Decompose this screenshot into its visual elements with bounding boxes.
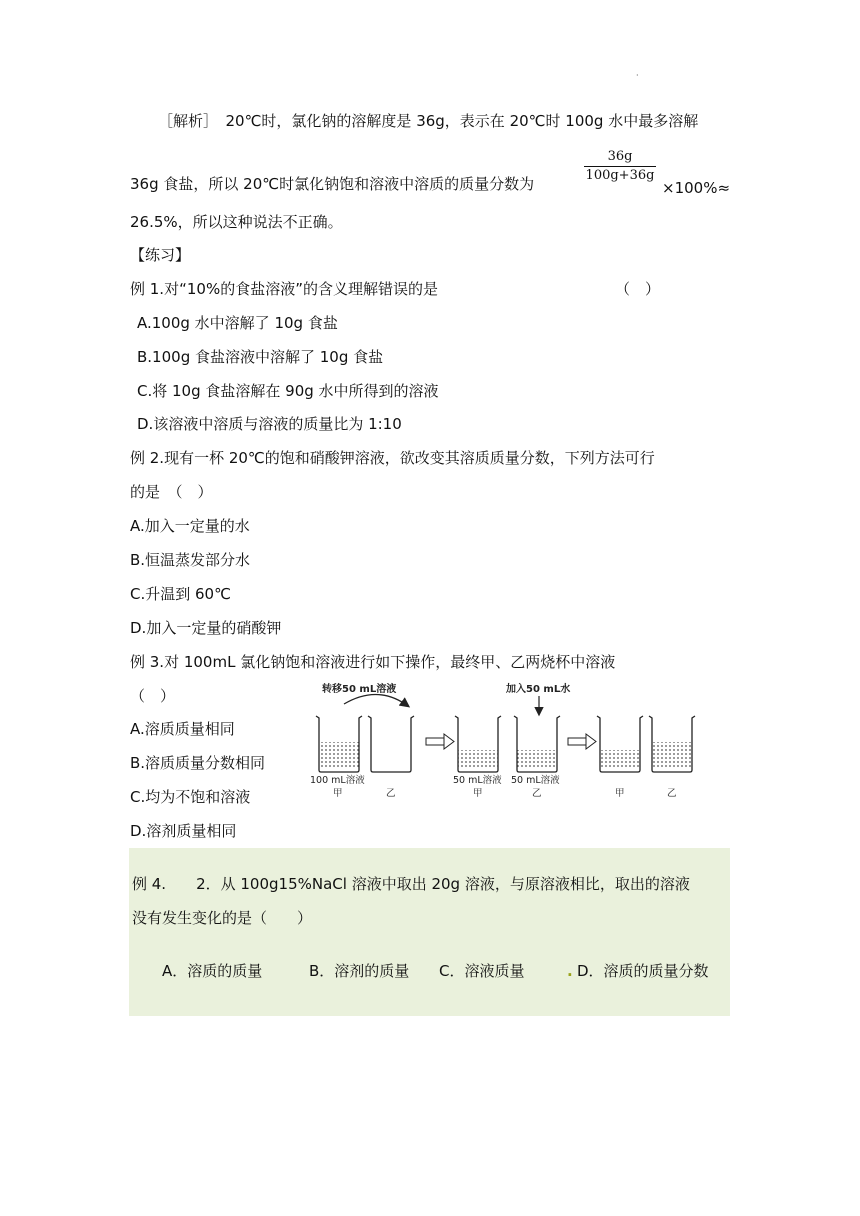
fraction — [584, 149, 656, 184]
label-yi-2: 乙 — [532, 788, 542, 799]
ex4-answer-mark: . — [567, 962, 573, 980]
beaker-figure — [308, 680, 708, 800]
ex4-stem-line-2: 没有发生变化的是（ ） — [132, 909, 313, 927]
ex3-option-a: A.溶质质量相同 — [130, 720, 235, 738]
ex1-stem: 例 1.对“10%的食盐溶液”的含义理解错误的是 — [130, 280, 438, 298]
label-yi-1: 乙 — [386, 788, 396, 799]
ex3-option-c: C.均为不饱和溶液 — [130, 788, 251, 806]
label-jia-2: 甲 — [473, 788, 483, 799]
label-50ml-b: 50 mL溶液 — [511, 775, 560, 786]
ex3-stem-line-1: 例 3.对 100mL 氯化钠饱和溶液进行如下操作，最终甲、乙两烧杯中溶液 — [130, 653, 616, 671]
label-yi-3: 乙 — [667, 788, 677, 799]
practice-heading: 【练习】 — [130, 246, 191, 264]
ex1-option-c: C.将 10g 食盐溶解在 90g 水中所得到的溶液 — [137, 382, 439, 400]
label-transfer: 转移50 mL溶液 — [322, 684, 397, 695]
ex4-option-a: A．溶质的质量 — [162, 962, 263, 980]
ex2-stem-line-2: 的是 （ ） — [130, 483, 213, 501]
label-100ml: 100 mL溶液 — [310, 775, 365, 786]
ex4-option-d: D．溶质的质量分数 — [577, 962, 709, 980]
analysis-line-2-tail: ×100%≈ — [662, 179, 731, 197]
ex2-option-d: D.加入一定量的硝酸钾 — [130, 619, 282, 637]
beaker-jia-final — [597, 716, 643, 772]
ex1-option-d: D.该溶液中溶质与溶液的质量比为 1:10 — [137, 415, 402, 433]
label-add-water: 加入50 mL水 — [506, 684, 571, 695]
ex4-stem-line-1: 例 4. 2．从 100g15%NaCl 溶液中取出 20g 溶液，与原溶液相比，取出的溶液 — [132, 875, 690, 893]
beaker-jia-mid — [455, 716, 501, 772]
ex3-option-b: B.溶质质量分数相同 — [130, 754, 266, 772]
fraction-denominator: 100g+36g — [585, 168, 655, 183]
ex1-answer-paren: （ ） — [615, 280, 661, 298]
ex3-option-d: D.溶剂质量相同 — [130, 822, 237, 840]
label-jia-3: 甲 — [615, 788, 625, 799]
beaker-yi-mid — [514, 716, 560, 772]
label-jia-1: 甲 — [333, 788, 343, 799]
analysis-line-2: 36g 食盐，所以 20℃时氯化钠饱和溶液中溶质的质量分数为 — [130, 175, 535, 193]
ex1-option-a: A.100g 水中溶解了 10g 食盐 — [137, 314, 338, 332]
step-arrow-1 — [426, 734, 454, 749]
ex3-stem-line-2: （ ） — [130, 687, 176, 705]
ex2-option-b: B.恒温蒸发部分水 — [130, 551, 251, 569]
fraction-numerator: 36g — [607, 149, 633, 164]
page-dot: · — [636, 71, 639, 80]
ex1-option-b: B.100g 食盐溶液中溶解了 10g 食盐 — [137, 348, 384, 366]
beaker-yi-start — [368, 716, 414, 772]
ex2-stem-line-1: 例 2.现有一杯 20℃的饱和硝酸钾溶液，欲改变其溶质质量分数，下列方法可行 — [130, 449, 655, 467]
ex2-option-c: C.升温到 60℃ — [130, 585, 231, 603]
transfer-arrow — [344, 694, 408, 706]
label-50ml-a: 50 mL溶液 — [453, 775, 502, 786]
ex2-option-a: A.加入一定量的水 — [130, 517, 250, 535]
analysis-line-1: ［解析］ 20℃时，氯化钠的溶解度是 36g，表示在 20℃时 100g 水中最多溶解 — [158, 112, 699, 130]
fraction-bar — [584, 166, 656, 167]
beaker-jia-start — [316, 716, 362, 772]
beaker-yi-final — [649, 716, 695, 772]
step-arrow-2 — [568, 734, 596, 749]
ex4-option-b: B．溶剂的质量 — [309, 962, 410, 980]
analysis-line-3: 26.5%，所以这种说法不正确。 — [130, 213, 343, 231]
ex4-highlight-box — [129, 848, 730, 1016]
ex4-option-c: C．溶液质量 — [439, 962, 525, 980]
